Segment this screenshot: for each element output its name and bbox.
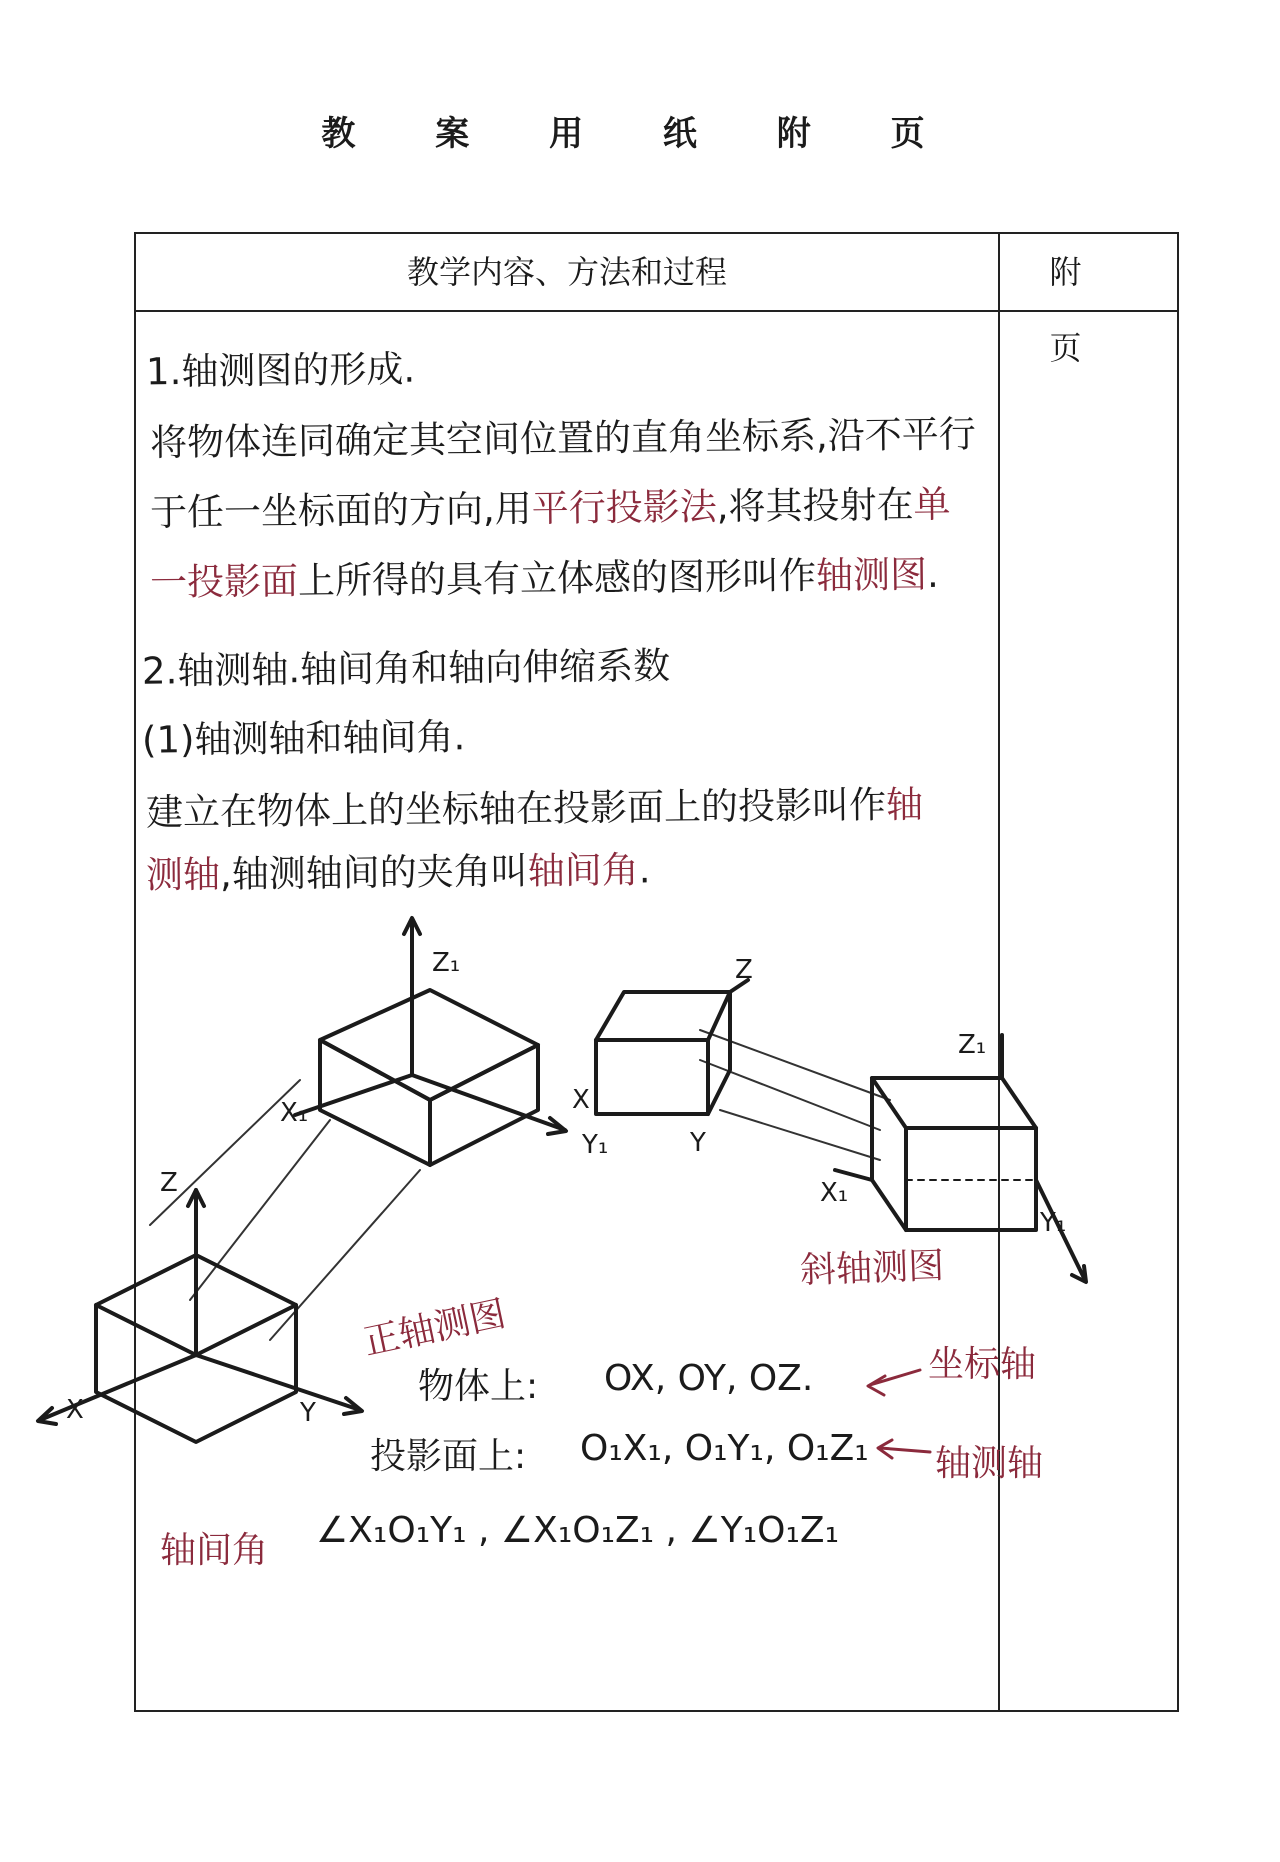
keyword-axis-part: 轴 — [885, 782, 924, 827]
text-fragment: 上所得的具有立体感的图形叫作 — [297, 554, 817, 603]
cube-middle-small — [596, 980, 748, 1114]
keyword-axonometric-drawing: 轴测图 — [815, 552, 928, 598]
projection-axes-label: 投影面上: — [370, 1436, 527, 1477]
projection-axes-note: 轴测轴 — [935, 1443, 1044, 1484]
keyword-axial-angle: 轴间角 — [527, 848, 640, 893]
label-z1-right: Z₁ — [958, 1030, 987, 1060]
label-y-middle: Y — [690, 1128, 706, 1158]
label-z-bottom: Z — [160, 1168, 178, 1198]
label-y-bottom: Y — [300, 1398, 316, 1428]
label-oblique-axonometric: 斜轴测图 — [799, 1245, 945, 1292]
label-x-bottom: X — [66, 1395, 84, 1425]
annotation-arrows — [868, 1370, 930, 1458]
projection-axes-values: O₁X₁, O₁Y₁, O₁Z₁ — [580, 1428, 869, 1469]
cube-top-center — [295, 918, 566, 1165]
text-fragment: ,将其投射在 — [716, 483, 914, 529]
axial-angle-values: ∠X₁O₁Y₁ , ∠X₁O₁Z₁ , ∠Y₁O₁Z₁ — [316, 1510, 840, 1551]
label-x-middle: X — [572, 1085, 590, 1115]
header-appendix-title: 附 页 — [1049, 253, 1130, 367]
text-fragment: 建立在物体上的坐标轴在投影面上的投影叫作 — [145, 783, 887, 835]
text-fragment: ,轴测轴间的夹角叫 — [219, 849, 529, 896]
axial-angle-label: 轴间角 — [160, 1530, 269, 1571]
keyword-single: 单 — [913, 482, 951, 527]
keyword-axonometric-axis: 测轴 — [145, 852, 221, 897]
object-axes-note: 坐标轴 — [928, 1344, 1037, 1385]
object-axes-label: 物体上: — [418, 1366, 539, 1407]
section-2-subtitle: (1)轴测轴和轴间角. — [141, 715, 466, 762]
text-fragment: 于任一坐标面的方向,用 — [149, 487, 533, 535]
text-fragment: . — [638, 848, 651, 892]
section-2-title: 2.轴测轴.轴间角和轴向伸缩系数 — [141, 644, 671, 693]
label-x1-right: X₁ — [820, 1178, 849, 1208]
keyword-parallel-projection: 平行投影法 — [531, 485, 718, 531]
page-title: 教 案 用 纸 附 页 — [321, 114, 959, 154]
object-axes-values: OX, OY, OZ. — [604, 1358, 814, 1399]
label-z1-top: Z₁ — [432, 948, 461, 978]
label-y1-top: Y₁ — [582, 1130, 609, 1160]
label-orthographic-axonometric: 正轴测图 — [359, 1293, 510, 1364]
header-content-title: 教学内容、方法和过程 — [406, 253, 727, 291]
text-fragment: . — [926, 552, 940, 596]
section-1-line-1: 将物体连同确定其空间位置的直角坐标系,沿不平行 — [149, 412, 977, 465]
keyword-projection-plane: 一投影面 — [149, 559, 299, 605]
projection-lines — [150, 1030, 890, 1340]
section-1-title: 1.轴测图的形成. — [145, 347, 416, 394]
label-x1-top: X₁ — [280, 1098, 309, 1128]
label-y1-right: Y₁ — [1040, 1208, 1067, 1238]
label-z-middle: Z — [735, 955, 753, 985]
